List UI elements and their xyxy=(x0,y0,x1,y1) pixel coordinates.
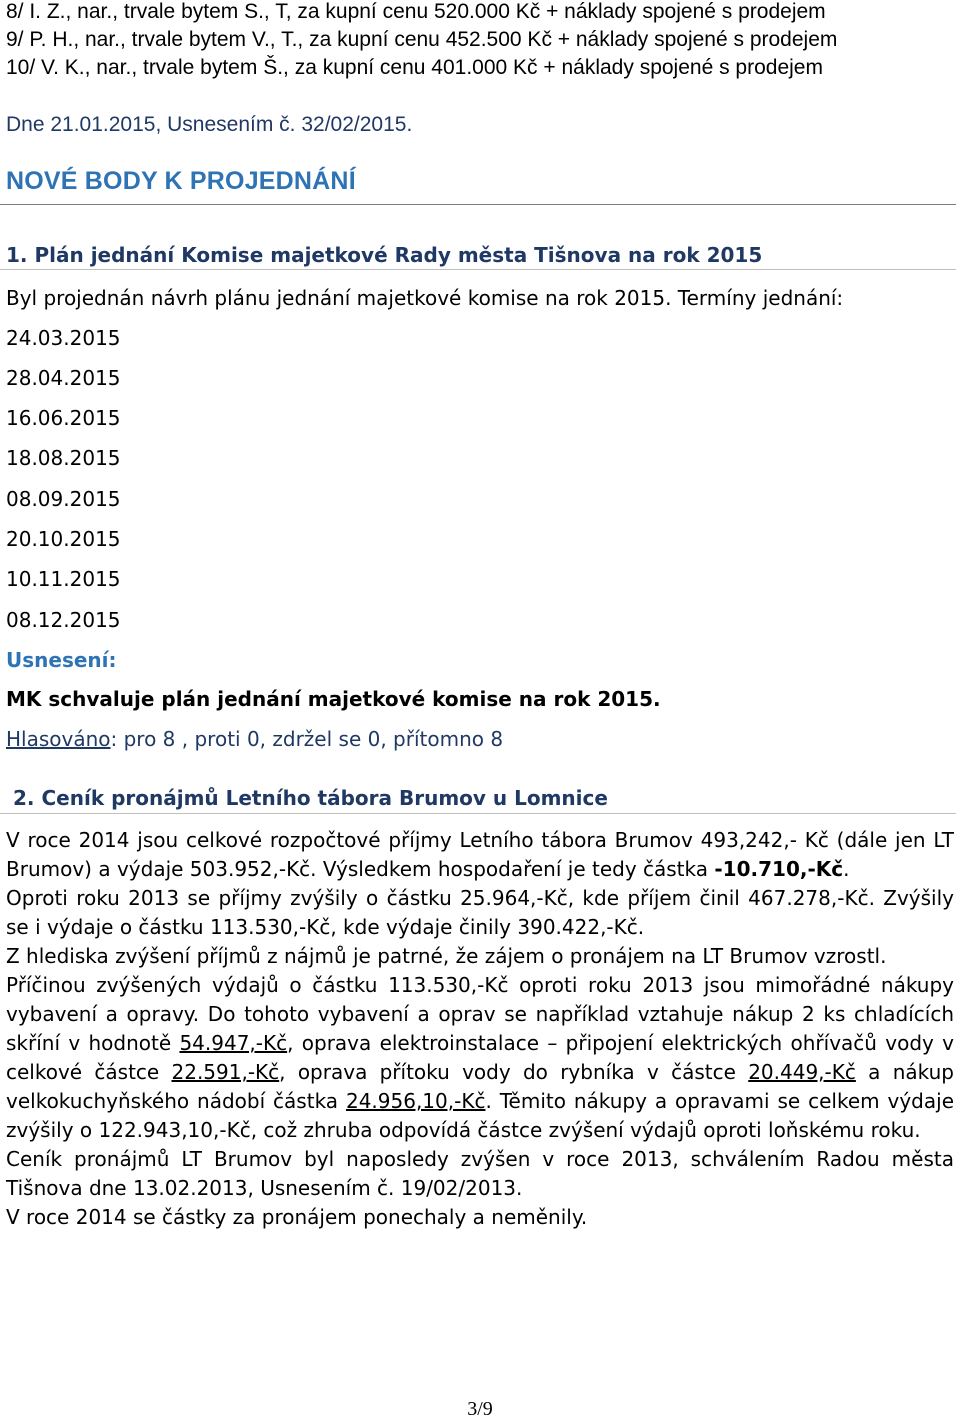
meeting-date: 08.12.2015 xyxy=(6,608,121,632)
section-1-heading: 1. Plán jednání Komise majetkové Rady města Tišnova na rok 2015 xyxy=(6,243,763,267)
amount-underlined: 20.449,-Kč xyxy=(748,1060,856,1084)
new-items-heading: NOVÉ BODY K PROJEDNÁNÍ xyxy=(6,167,356,195)
amount-underlined: 24.956,10,-Kč xyxy=(345,1089,486,1113)
meeting-date: 08.09.2015 xyxy=(6,487,121,511)
meeting-date: 20.10.2015 xyxy=(6,527,121,551)
meeting-date: 18.08.2015 xyxy=(6,446,121,470)
paragraph xyxy=(6,971,954,1145)
text-run: , oprava přítoku vody do rybníka v částce xyxy=(279,1060,749,1084)
text-run: . xyxy=(843,857,850,881)
text-run: . Těmito nákupy a opravami se celkem výdaje zvýšily o 122.943,10,-Kč, což zhruba odpovídá částce zvýšení výdajů oproti loňskému roku. xyxy=(6,1089,954,1142)
section-1-intro: Byl projednán návrh plánu jednání majetkové komise na rok 2015. Termíny jednání: xyxy=(6,286,844,310)
vote-result: : pro 8 , proti 0, zdržel se 0, přítomno 8 xyxy=(110,727,504,751)
amount-underlined: 54.947,-Kč xyxy=(179,1031,288,1055)
resolution-label: Usnesení: xyxy=(6,648,117,672)
meeting-date: 28.04.2015 xyxy=(6,366,121,390)
text-run: Příčinou zvýšených výdajů o částku 113.530,-Kč oproti roku 2013 jsou mimořádné nákupy vybavení a opravy. Do tohoto vybavení a oprav se například vztahuje nákup 2 ks chladících skříní v hodnotě xyxy=(6,973,954,1055)
section-2-body xyxy=(6,826,954,1232)
text-run: , oprava elektroinstalace – připojení elektrických ohřívačů vody v celkové částce xyxy=(6,1031,955,1084)
resolution-date-line: Dne 21.01.2015, Usnesením č. 32/02/2015. xyxy=(6,113,413,136)
sale-item-9: 9/ P. H., nar., trvale bytem V., T., za kupní cenu 452.500 Kč + náklady spojené s prodejem xyxy=(6,28,838,51)
heading-divider xyxy=(0,204,956,205)
meeting-date: 10.11.2015 xyxy=(6,567,121,591)
vote-line xyxy=(6,727,503,751)
sale-item-10: 10/ V. K., nar., trvale bytem Š., za kupní cenu 401.000 Kč + náklady spojené s prodejem xyxy=(6,56,823,79)
vote-label: Hlasováno xyxy=(6,727,111,751)
section-1-divider xyxy=(0,269,956,270)
paragraph: Ceník pronájmů LT Brumov byl naposledy zvýšen v roce 2013, schválením Radou města Tišnova dne 13.02.2013, Usnesením č. 19/02/2013. xyxy=(6,1147,954,1200)
paragraph xyxy=(6,826,954,884)
amount-underlined: 22.591,-Kč xyxy=(171,1060,280,1084)
page-number: 3/9 xyxy=(467,1398,493,1420)
section-2-divider xyxy=(0,813,956,814)
meeting-date: 16.06.2015 xyxy=(6,406,121,430)
paragraph: V roce 2014 se částky za pronájem ponechaly a neměnily. xyxy=(6,1205,588,1229)
resolution-text: MK schvaluje plán jednání majetkové komise na rok 2015. xyxy=(6,687,661,711)
result-amount: -10.710,-Kč xyxy=(714,857,844,881)
paragraph: Oproti roku 2013 se příjmy zvýšily o částku 25.964,-Kč, kde příjem činil 467.278,-Kč. Zvýšily se i výdaje o částku 113.530,-Kč, kde výdaje činily 390.422,-Kč. xyxy=(6,886,954,939)
meeting-date: 24.03.2015 xyxy=(6,326,121,350)
section-2-heading: 2. Ceník pronájmů Letního tábora Brumov u Lomnice xyxy=(13,786,608,810)
paragraph: Z hlediska zvýšení příjmů z nájmů je patrné, že zájem o pronájem na LT Brumov vzrostl. xyxy=(6,944,887,968)
text-run: a nákup velkokuchyňského nádobí částka xyxy=(6,1060,954,1113)
text-run: V roce 2014 jsou celkové rozpočtové příjmy Letního tábora Brumov 493,242,- Kč (dále jen LT Brumov) a výdaje 503.952,-Kč. Výsledkem hospodaření je tedy částka xyxy=(6,828,954,881)
sale-item-8: 8/ I. Z., nar., trvale bytem S., T, za kupní cenu 520.000 Kč + náklady spojené s prodejem xyxy=(6,0,826,23)
